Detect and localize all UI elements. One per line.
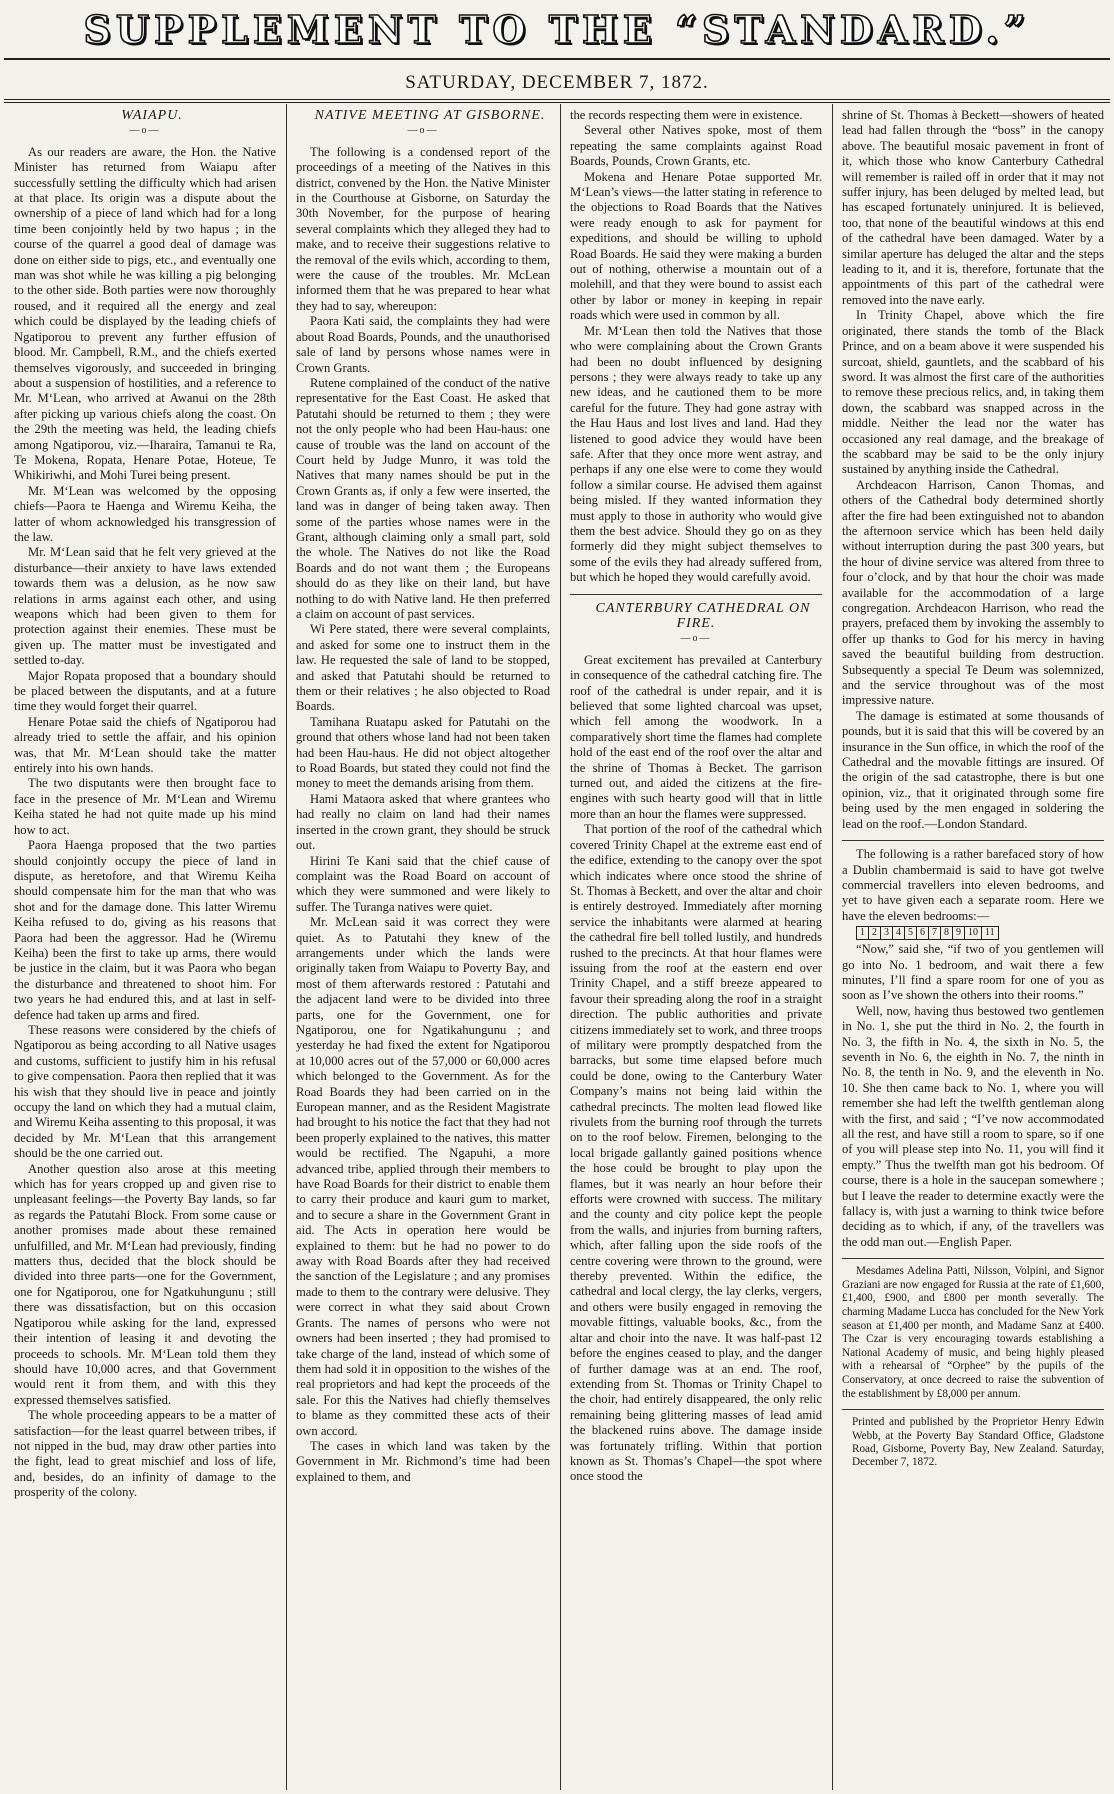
paragraph: The whole proceeding appears to be a matter of satisfaction—for the least quarrel between tribes, if not nipped in the bud, may draw other parties into the fight, lead to great mischief and loss of life, and, besides, do an infinity of damage to the prosperity of the colony. [14, 1408, 276, 1500]
column-2 [296, 108, 550, 1788]
paragraph: Henare Potae said the chiefs of Ngatiporou had already tried to settle the affair, and his opinion was, that Mr. M‘Lean should take the matter entirely into his own hands. [14, 714, 276, 776]
paragraph: Another question also arose at this meeting which has for years cropped up and given rise to unpleasant feelings—the Poverty Bay lands, so far as regards the Patutahi Block. From some cause or another promises made about these remained unfulfilled, and Mr. M‘Lean had previously, finding matters thus, decided that the block should be divided into three parts—one for the Government, one for Ngatiporou, one for Ngatkuhungunu ; still there was dissatisfaction, but on this occasion Ngatiporou while asking for the land, expressed their intention of leasing it and devoting the proceeds to schools. Mr. M‘Lean told them they should have 10,000 acres, and that Government would rent it from them, and with this they expressed themselves satisfied. [14, 1161, 276, 1407]
dateline-rule-double [4, 102, 1110, 103]
bedroom-number: 9 [953, 927, 965, 939]
paragraph: Wi Pere stated, there were several complaints, and asked for some one to instruct them in the law. He requested the sale of land to be stopped, and asked that Patutahi should be returned to them or their relatives ; he also objected to Road Boards. [296, 622, 550, 714]
column-divider [832, 104, 833, 1790]
paragraph: Mr. M‘Lean was welcomed by the opposing chiefs—Paora te Haenga and Wiremu Keiha, the latter of whom acknowledged his transgression of the law. [14, 483, 276, 544]
article-canterbury-cathedral [570, 601, 822, 1485]
bedroom-number: 1 [857, 927, 869, 939]
paragraph: the records respecting them were in existence. [570, 108, 803, 122]
column-4 [842, 108, 1104, 1788]
paragraph: Major Ropata proposed that a boundary should be placed between the disputants, and at a future time they would forget their quarrel. [14, 668, 276, 714]
article-heading: WAIAPU. [121, 108, 183, 123]
article-canterbury-continued [842, 108, 1104, 832]
article-separator: —o— [680, 633, 712, 645]
paragraph: Mr. M‘Lean said that he felt very grieved at the disturbance—their anxiety to have laws extended towards them was a delusion, as he now saw relations in arms against each other, and using weapons which had been given to them for protection against their enemies. These must be given up. The matter must be investigated and settled to-day. [14, 545, 276, 668]
article-heading: NATIVE MEETING AT GISBORNE. [314, 108, 546, 123]
article-chambermaid [842, 847, 1104, 1250]
paragraph: That portion of the roof of the cathedral which covered Trinity Chapel at the extreme east end of the edifice, extending to the canopy over the spot which indicates where once stood the shrine of St. Thomas à Beckett, and over the altar and choir is entirely destroyed. Immediately after morning service the inhabitants were alarmed at hearing the cathedral fire bell tolled lustily, and hundreds rushed to the precincts. At that hour flames were issuing from the roof at the eastern end over Trinity Chapel, and a stiff breeze appeared to favour their spreading along the roof in a straight direction. The public authorities and private citizens immediately set to work, and three troops of military were promptly despatched from the barracks, but some time elapsed before much could be done, owing to the Canterbury Water Company’s mains not being laid within the cathedral precincts. The molten lead flowed like rivulets from the burning roof through the turrets on to the roof below. Firemen, belonging to the local brigade gallantly gained positions whence the hose could be brought to play upon the flames, but it was nearly an hour before their efforts were crowned with success. The military and the county and city police kept the people from the walls, and injuries from burning rafters, which, after falling upon the side roofs of the centre covering were thrown to the ground, were thereby prevented. Within the edifice, the cathedral and local clergy, the lay clerks, vergers, and others were busily engaged in removing the movable fittings, valuable books, &c., from the altar and choir into the nave. It was half-past 12 before the engines ceased to play, and the danger of further damage was at an end. The roof, extending from St. Thomas or Trinity Chapel to the choir, had entirely disappeared, the only relic remaining being glittering masses of lead amid the blackened ruins above. The damage inside was fortunately trifling. Within that portion known as St. Thomas’s Chapel—the spot where once stood the [570, 822, 822, 1484]
bedroom-number: 3 [881, 927, 893, 939]
paragraph: Rutene complained of the conduct of the native representative for the East Coast. He asked that Patutahi should be returned to them ; they were not the only people who had been Hau-haus: one cause of trouble was the land on account of the Court held by Judge Munro, it was told the Natives that many names should be put in the Crown Grants as, if only a few were inserted, the land was in danger of being taken away. Then some of the parties whose names were in the Grant, although claiming only a small part, sold the whole. The Natives do not like the Road Boards and do not want them ; the Europeans should do as they like on their land, but have nothing to do with Native land. He then preferred a claim on account of past services. [296, 375, 550, 621]
paragraph: Great excitement has prevailed at Canterbury in consequence of the cathedral catching fire. The roof of the cathedral is under repair, and it is believed that some lighted charcoal was upset, which fell among the woodwork. In a comparatively short time the flames had complete hold of the east end of the roof over the altar and the shrine of Thomas à Becket. The garrison turned out, and aided the citizens at the fire-engines with such hearty good will that in little more than an hour the flames were suppressed. [570, 652, 822, 821]
article-native-meeting-continued [570, 108, 822, 586]
paragraph: Hirini Te Kani said that the chief cause of complaint was the Road Board on account of which they were summoned and were likely to suffer. The Turanga natives were quiet. [296, 853, 550, 914]
paragraph: “Now,” said she, “if two of you gentlemen will go into No. 1 bedroom, and wait there a few minutes, I’ll find a spare room for one of you as soon as I’ve shown the others into their rooms.” [842, 942, 1104, 1003]
bedroom-number: 11 [985, 927, 995, 939]
paragraph: Mesdames Adelina Patti, Nilsson, Volpini, and Signor Graziani are now engaged for Russia at the rate of £1,600, £1,400, £900, and £800 per month severally. The charming Madame Lucca has concluded for the New York season at £1,400 per month, and Madame Sanz at £400. The Czar is very encouraging towards establishing a National Academy of music, and being highly pleased with a rehearsal of “Orphee” by the pupils of the Conservatory, at once decreed to raise the subvention of the establishment by £8,000 per annum. [842, 1265, 1104, 1400]
paragraph: The following is a condensed report of the proceedings of a meeting of the Natives in this district, convened by the Hon. the Native Minister in the Courthouse at Gisborne, on Saturday the 30th November, for the purpose of hearing several complaints which they alleged they had to make, and to receive their suggestions relative to the removal of the evils which, according to them, were the cause of the troubles. Mr. McLean informed them that he was prepared to hear what they had to say, whereupon: [296, 144, 550, 313]
article-separator: —o— [407, 125, 439, 137]
paragraph: Mr. M‘Lean then told the Natives that those who were complaining about the Crown Grants had been no doubt influenced by designing persons ; they were always ready to take up any new ideas, and he cautioned them to be more careful for the future. They had gone astray with the Hau Haus and lost lives and land. Had they listened to good advice they would have been safe. After that they once more went astray, and perhaps if any one else were to come they would follow a similar course. He advised them against being misled. If they wanted information they must apply to those in authority who would give them the best advice. Should they go on as they formerly did they might subject themselves to some of the evils they had already suffered from, but which he hoped they would carefully avoid. [570, 323, 822, 585]
article-opera-news [842, 1265, 1104, 1401]
bedroom-number: 4 [893, 927, 905, 939]
paragraph: In Trinity Chapel, above which the fire originated, there stands the tomb of the Black Prince, and on a beam above it were suspended his surcoat, shield, gauntlets, and the scabbard of his sword. It was almost the first care of the authorities to remove these precious relics, and, in taking them down, the scabbard was snapped across in the middle. Neither the lead nor the water has occasioned any real damage, and the breakage of the scabbard may be said to be the only injury sustained by anything inside the Cathedral. [842, 308, 1104, 477]
paragraph: As our readers are aware, the Hon. the Native Minister has returned from Waiapu after successfully settling the difficulty which had arisen at that place. Its origin was a dispute about the ownership of a piece of land which had for a long time been conjointly held by two hapus ; in the course of the quarrel a good deal of damage was done on either side to pigs, etc., and eventually one man was shot while he was killing a pig belonging to the other side. Both parties were now thoroughly roused, and it required all the energy and zeal which could be displayed by the leading chiefs of Ngatiporou to prevent any further effusion of blood. Mr. Campbell, R.M., and the chiefs exerted themselves vigorously, and succeeded in bringing about a suspension of hostilities, and a reference to Mr. M‘Lean, who arrived at Awanui on the 28th after picking up various chiefs along the coast. On the 29th the meeting was held, the leading chiefs among Ngatiporou, viz.—Iharaira, Tamanui te Ra, Te Mokena, Ropata, Henare Potae, Hoteue, Te Whikiriwhi, and Mohi Turei being present. [14, 144, 276, 483]
dateline-rule [4, 99, 1110, 100]
article-divider [842, 840, 1104, 841]
article-native-meeting [296, 108, 550, 1485]
article-divider [842, 1258, 1104, 1259]
paragraph: Well, now, having thus bestowed two gentlemen in No. 1, she put the third in No. 2, the fourth in No. 3, the fifth in No. 4, the sixth in No. 5, the seventh in No. 6, the eighth in No. 7, the ninth in No. 8, the tenth in No. 9, and the eleventh in No. 10. She then came back to No. 1, where you will remember she had left the twelfth gentleman along with the first, and said ; “I’ve now accommodated all the rest, and have still a room to spare, so if one of you will please step into No. 11, you will find it empty.” Thus the twelfth man got his bedroom. Of course, there is a hole in the saucepan somewhere ; but I leave the reader to determine exactly were the fallacy is, with just a warning to think twice before deciding as to which, if any, of the travellers was the odd man out.—English Paper. [842, 1003, 1104, 1249]
bedroom-number: 5 [905, 927, 917, 939]
bedroom-number: 8 [941, 927, 953, 939]
article-heading: CANTERBURY CATHEDRAL ON FIRE. [595, 600, 811, 631]
paragraph: The cases in which land was taken by the Government in Mr. Richmond’s time had been explained to them, and [296, 1438, 550, 1484]
column-1 [14, 108, 276, 1788]
paragraph: Mr. McLean said it was correct they were quiet. As to Patutahi they knew of the arrangements under which the lands were originally taken from Waiapu to Poverty Bay, and most of them afterwards restored : Patutahi and the adjacent land were to be divided into three parts, one for the Government, one for Ngatiporou, one for Ngatikahungunu ; and yesterday he had fixed the extent for Ngatiporou at 10,000 acres out of the 57,000 or 60,000 acres which belonged to the Government. As for the Road Boards they had been carried on in the European manner, and as the Resident Magistrate had brought to his notice the fact that they had not been properly explained to the natives, this matter would be rectified. The Ngapuhi, a more advanced tribe, applied through their members to have Road Boards for their district to enable them to carry their produce and kauri gum to market, and to secure a share in the Government Grant in aid. The Acts in operation here would be explained to them: but he had no power to do away with Road Boards after they had received the sanction of the Legislature ; and any promises made to them to the contrary were delusive. They were correct in what they said about Crown Grants. The names of persons who were not owners had been inserted ; they had promised to take charge of the land, instead of which some of them had sold it in opposition to the wishes of the real proprietors and had kept the proceeds of the sale. For this the Natives had chiefly themselves to blame as they committed these acts of their own accord. [296, 915, 550, 1438]
article-divider [570, 594, 822, 595]
column-divider [286, 104, 287, 1790]
paragraph: Paora Kati said, the complaints they had were about Road Boards, Pounds, and the unauthorised sale of land by persons whose names were in Crown Grants. [296, 314, 550, 375]
bedroom-number: 7 [929, 927, 941, 939]
paragraph: Archdeacon Harrison, Canon Thomas, and others of the Cathedral body determined shortly after the fire had been extinguished not to abandon the afternoon service which has been held daily without interruption during the past 300 years, but the hour of divine service was altered from three to four o’clock, and by that hour the choir was made available for the accommodation of a large congregation. Archdeacon Harrison, who read the prayers, prefaced them by invoking the assembly to offer up thanks to God for his mercy in having saved the beautiful building from destruction. Subsequently a special Te Deum was solemnized, and the service throughout was of the most impressive nature. [842, 477, 1104, 708]
paragraph: The damage is estimated at some thousands of pounds, but it is said that this will be covered by an insurance in the Sun office, in which the roof of the Cathedral and the movable fittings are insured. Of the origin of the sad catastrophe, there is but one opinion, viz., that it originated through some fire being used by the men engaged in soldering the lead on the roof.—London Standard. [842, 708, 1104, 831]
dateline: SATURDAY, DECEMBER 7, 1872. [405, 72, 709, 93]
paragraph: The following is a rather barefaced story of how a Dublin chambermaid is said to have got twelve commercial travellers into eleven bedrooms, and yet to have given each a separate room. Here we have the eleven bedrooms:— [842, 847, 1104, 923]
paragraph: Several other Natives spoke, most of them repeating the same complaints against Road Boards, Pounds, Crown Grants, etc. [570, 123, 822, 169]
paragraph: Paora Haenga proposed that the two parties should conjointly occupy the piece of land in dispute, as heretofore, and that Wiremu Keiha should compensate him for the man that who was shot and for the damage done. This latter Wiremu Keiha refused to do, giving as his reasons that Paora had been the aggressor. Had he (Wiremu Keiha) been the first to take up arms, there would be justice in the claim, but it was Paora who began the disturbance and threatened to shoot him. For two years he had endured this, and at last in self-defence had taken up arms and fired. [14, 838, 276, 1022]
imprint: Printed and published by the Proprietor Henry Edwin Webb, at the Poverty Bay Standard Office, Gladstone Road, Gisborne, Poverty Bay, New Zealand. Saturday, December 7, 1872. [852, 1416, 1104, 1469]
masthead-rule-top [4, 58, 1110, 60]
paragraph: Mokena and Henare Potae supported Mr. M‘Lean’s views—the latter stating in reference to the objections to Road Boards that the Natives were ready enough to ask for payment for expeditions, and should be willing to uphold Road Boards. He said they were making a burden out of nothing, otherwise a mountain out of a molehill, and that they were bound to assist each other by labor or money in keeping in repair roads which were used in common by all. [570, 169, 822, 323]
paragraph: The two disputants were then brought face to face in the presence of Mr. M‘Lean and Wiremu Keiha stated he had not quite made up his mind how to act. [14, 776, 276, 837]
bedroom-diagram [856, 926, 999, 940]
bedroom-number: 6 [917, 927, 929, 939]
paragraph: shrine of St. Thomas à Beckett—showers of heated lead had fallen through the “boss” in the canopy above. The beautiful mosaic pavement in front of it, which those who know Canterbury Cathedral will remember is railed off in order that it may not suffer injury, has been deluged by melted lead, but has escaped fortunately uninjured. It is believed, too, that none of the beautiful windows at this end of the cathedral have been damaged. Water by a similar aperture has deluged the altar and the steps leading to it, and it is, therefore, fortunate that the appointments of this part of the cathedral were removed into the nave early. [842, 108, 1104, 307]
article-waiapu [14, 108, 276, 1501]
article-separator: —o— [129, 125, 161, 137]
bedroom-number: 10 [965, 927, 982, 939]
column-3 [570, 108, 822, 1788]
masthead-title: SUPPLEMENT TO THE “STANDARD.” [83, 7, 1031, 52]
imprint-divider [842, 1409, 1104, 1410]
paragraph: Hami Mataora asked that where grantees who had really no claim on land had their names inserted in the crown grant, they should be struck out. [296, 791, 550, 853]
paragraph: Tamihana Ruatapu asked for Patutahi on the ground that others whose land had not been taken had been Hau-haus. He did not object altogether to Road Boards, but stated they could not find the money to meet the demands arising from them. [296, 714, 550, 791]
column-divider [560, 104, 561, 1790]
paragraph: These reasons were considered by the chiefs of Ngatiporou as being according to all Native usages and customs, sufficient to justify him in his refusal to give compensation. Paora then replied that it was his wish that they should live in peace and jointly occupy the land on which they had a mutual claim, and Wiremu Keiha assenting to this proposal, it was decided by Mr. M‘Lean that this arrangement should be the one carried out. [14, 1022, 276, 1161]
bedroom-number: 2 [869, 927, 881, 939]
